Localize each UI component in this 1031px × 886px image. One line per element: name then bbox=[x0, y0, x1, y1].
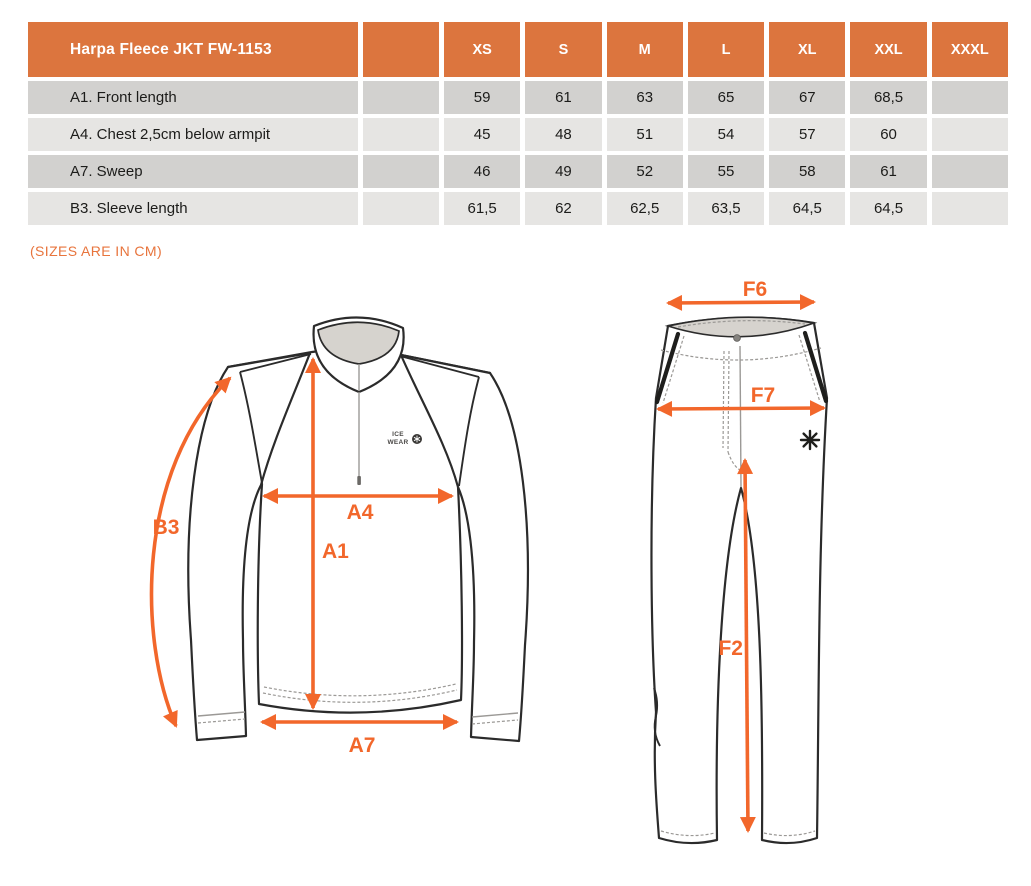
f2-label: F2 bbox=[718, 637, 743, 660]
size-value-cell: 62,5 bbox=[607, 192, 683, 225]
row-label-a7: A7. Sweep bbox=[28, 155, 358, 188]
table-header-xs: XS bbox=[444, 22, 520, 77]
size-value-cell: 65 bbox=[688, 81, 764, 114]
f6-arrow bbox=[668, 302, 814, 303]
size-value-cell: 61 bbox=[850, 155, 926, 188]
size-value-cell: 55 bbox=[688, 155, 764, 188]
size-value-cell: 45 bbox=[444, 118, 520, 151]
f7-arrow bbox=[658, 408, 824, 409]
size-value-cell: 51 bbox=[607, 118, 683, 151]
size-value-cell: 48 bbox=[525, 118, 601, 151]
size-value-cell: 60 bbox=[850, 118, 926, 151]
f7-label: F7 bbox=[750, 384, 776, 407]
a7-label: A7 bbox=[348, 734, 376, 757]
jacket-zipper-pull bbox=[357, 476, 361, 485]
pants-body bbox=[651, 318, 827, 843]
table-header-xl: XL bbox=[769, 22, 845, 77]
size-value-cell: 64,5 bbox=[769, 192, 845, 225]
pants-diagram bbox=[651, 278, 827, 843]
f6-label: F6 bbox=[742, 278, 768, 301]
size-value-cell: 68,5 bbox=[850, 81, 926, 114]
pants-center-seam bbox=[740, 346, 741, 487]
table-header-l: L bbox=[688, 22, 764, 77]
logo-snowflake-icon bbox=[412, 434, 422, 444]
size-value-cell: 67 bbox=[769, 81, 845, 114]
row-label-a4: A4. Chest 2,5cm below armpit bbox=[28, 118, 358, 151]
sizes-in-cm-note: (SIZES ARE IN CM) bbox=[30, 243, 163, 259]
table-header-m: M bbox=[607, 22, 683, 77]
snowflake-icon bbox=[801, 431, 819, 449]
size-value-cell: 46 bbox=[444, 155, 520, 188]
jacket-diagram bbox=[152, 317, 528, 757]
pants-button bbox=[734, 335, 741, 342]
size-value-cell: 63,5 bbox=[688, 192, 764, 225]
table-header-xxl: XXL bbox=[850, 22, 926, 77]
size-value-cell: 62 bbox=[525, 192, 601, 225]
size-value-cell: 57 bbox=[769, 118, 845, 151]
size-value-cell: 52 bbox=[607, 155, 683, 188]
logo-text-wear: WEAR bbox=[387, 439, 409, 446]
row-label-a1: A1. Front length bbox=[28, 81, 358, 114]
size-value-cell: 61 bbox=[525, 81, 601, 114]
size-value-cell: 61,5 bbox=[444, 192, 520, 225]
table-header-s: S bbox=[525, 22, 601, 77]
a1-label: A1 bbox=[322, 540, 349, 563]
size-value-cell: 49 bbox=[525, 155, 601, 188]
a4-label: A4 bbox=[346, 501, 374, 524]
table-title: Harpa Fleece JKT FW-1153 bbox=[28, 22, 358, 77]
row-label-b3: B3. Sleeve length bbox=[28, 192, 358, 225]
size-value-cell: 59 bbox=[444, 81, 520, 114]
size-value-cell: 54 bbox=[688, 118, 764, 151]
table-header-xxxl: XXXL bbox=[932, 22, 1008, 77]
logo-text-ice: ICE bbox=[392, 431, 404, 438]
size-value-cell: 63 bbox=[607, 81, 683, 114]
size-value-cell: 64,5 bbox=[850, 192, 926, 225]
size-value-cell: 58 bbox=[769, 155, 845, 188]
b3-label: B3 bbox=[152, 516, 180, 539]
